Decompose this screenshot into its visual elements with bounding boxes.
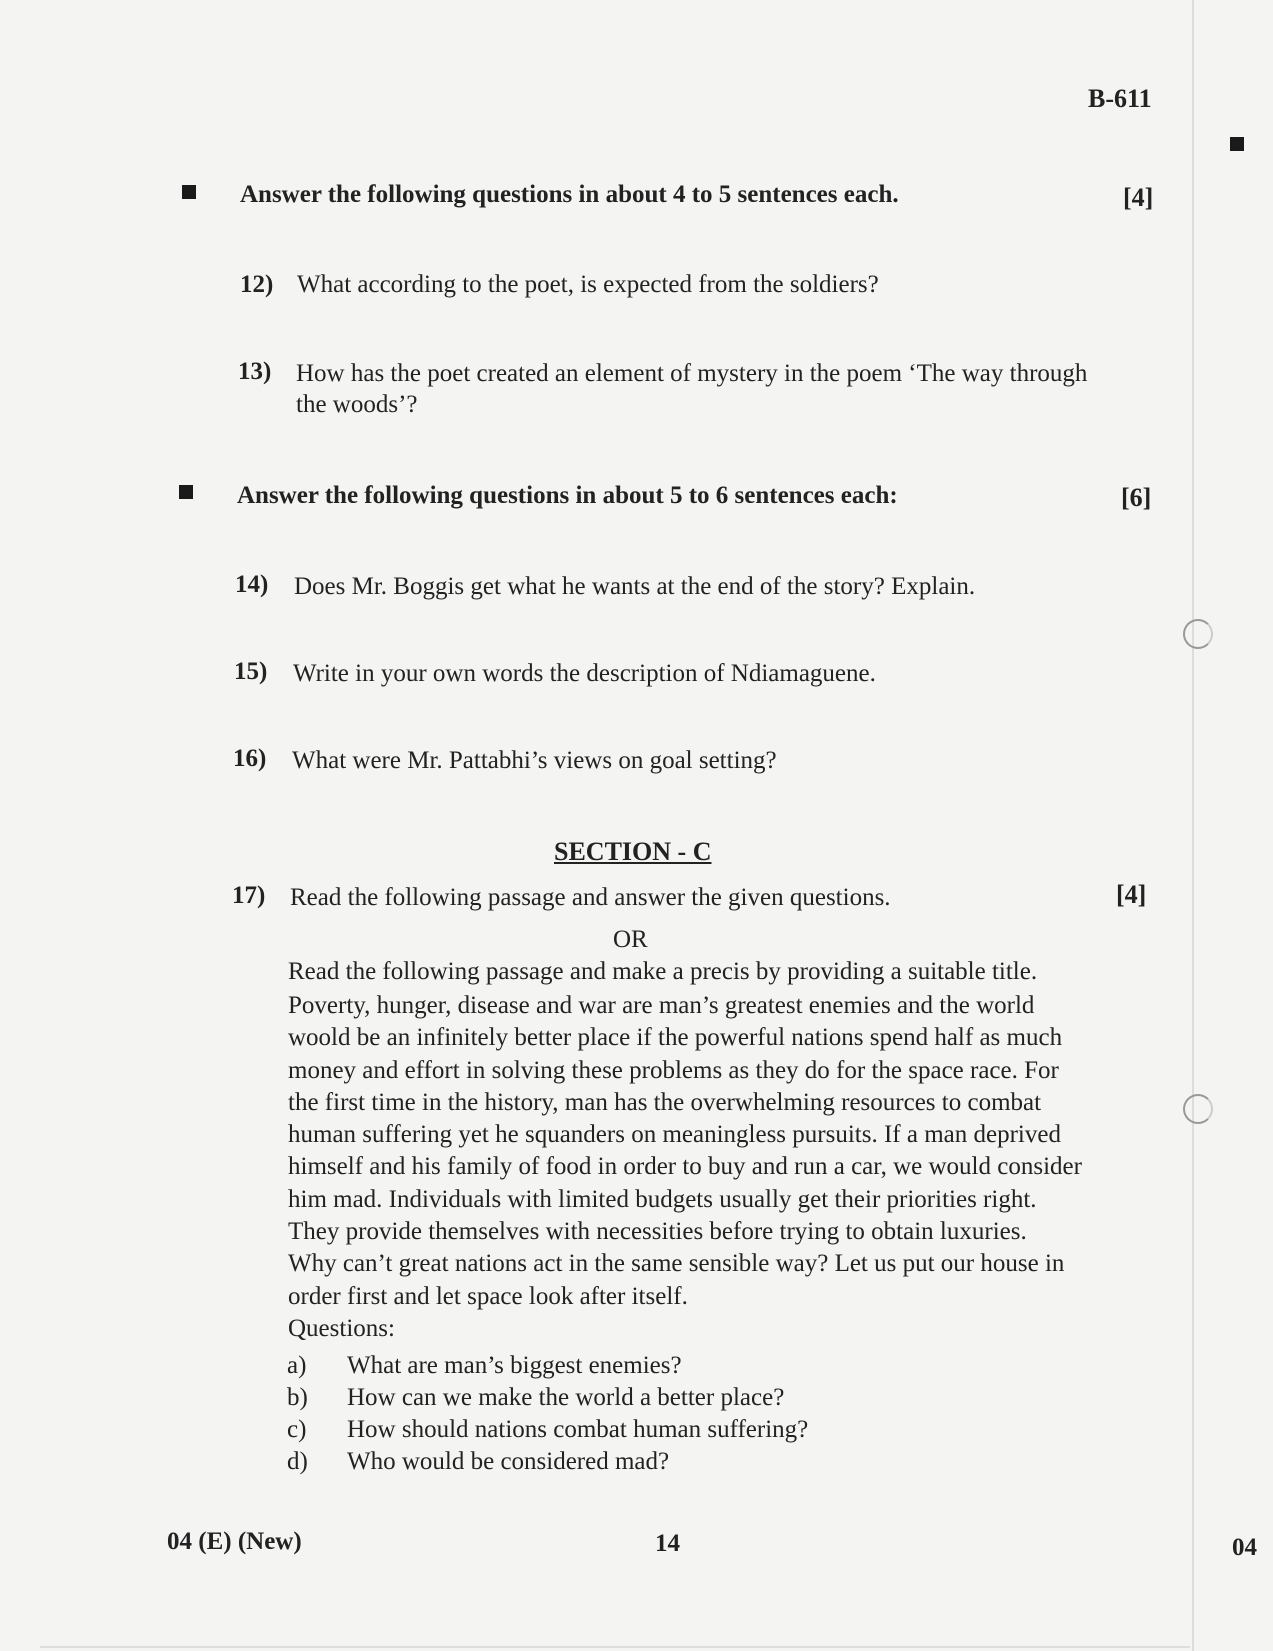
subquestion-text: How should nations combat human suffering? (347, 1416, 809, 1443)
passage-line: himself and his family of food in order to buy and run a car, we would consider (288, 1153, 1082, 1181)
paper-code: B-611 (1088, 84, 1152, 113)
footer-paper-id: 04 (E) (New) (167, 1528, 302, 1555)
page-number: 14 (655, 1530, 680, 1557)
passage-line: the first time in the history, man has the overwhelming resources to combat (288, 1088, 1042, 1116)
passage-line: They provide themselves with necessities before trying to obtain luxuries. (288, 1218, 1027, 1246)
passage-line: woold be an infinitely better place if the powerful nations spend half as much (288, 1024, 1063, 1052)
question-text: Does Mr. Boggis get what he wants at the end of the story? Explain. (294, 573, 976, 600)
question-text: What according to the poet, is expected from the soldiers? (297, 271, 879, 298)
question-number: 13) (238, 358, 272, 385)
q17-marks: [4] (1116, 880, 1147, 909)
precis-instruction: Read the following passage and make a precis by providing a suitable title. (288, 958, 1038, 985)
question-number: 15) (234, 658, 268, 685)
subquestion-label: d) (287, 1448, 308, 1475)
block2-heading: Answer the following questions in about 5 to 6 sentences each: (237, 482, 898, 509)
subquestion-label: b) (287, 1384, 308, 1411)
passage-line: him mad. Individuals with limited budgets usually get their priorities right. (288, 1185, 1037, 1213)
passage-line: Poverty, hunger, disease and war are man’s greatest enemies and the world (288, 992, 1035, 1019)
passage-line: order first and let space look after itself. (288, 1282, 688, 1310)
question-number: 14) (235, 571, 269, 598)
section-title: SECTION - C (554, 837, 712, 866)
footer-right-code: 04 (1232, 1534, 1257, 1561)
question-number: 16) (233, 745, 267, 772)
registration-mark-square (1230, 137, 1244, 151)
question-text-line1: How has the poet created an element of mystery in the poem ‘The way through (296, 360, 1088, 387)
passage-line: money and effort in solving these problems as they do for the space race. For (288, 1056, 1059, 1084)
question-number: 12) (240, 271, 274, 298)
passage-line: human suffering yet he squanders on meaningless pursuits. If a man deprived (288, 1121, 1061, 1149)
block1-marks: [4] (1123, 183, 1154, 212)
question-number: 17) (232, 882, 266, 909)
question-text: Read the following passage and answer the given questions. (290, 884, 891, 911)
block1-heading: Answer the following questions in about 4 to 5 sentences each. (240, 181, 899, 208)
subquestion-label: a) (287, 1352, 307, 1379)
subquestion-text: What are man’s biggest enemies? (347, 1352, 682, 1379)
subquestion-text: How can we make the world a better place? (347, 1384, 785, 1411)
bullet-square (179, 485, 193, 499)
binder-hole (1183, 1094, 1213, 1124)
block2-marks: [6] (1121, 483, 1152, 512)
question-text: Write in your own words the description of Ndiamaguene. (293, 660, 876, 687)
passage (288, 990, 1104, 1345)
questions-label: Questions: (288, 1314, 395, 1342)
passage-line: Why can’t great nations act in the same sensible way? Let us put our house in (288, 1250, 1065, 1278)
page-edge-line (1192, 0, 1194, 1651)
or-separator: OR (613, 926, 648, 953)
bullet-square (182, 185, 196, 199)
question-text: What were Mr. Pattabhi’s views on goal setting? (292, 747, 777, 774)
question-text-line2: the woods’? (296, 391, 418, 418)
page-bottom-line (40, 1646, 1190, 1648)
subquestion-text: Who would be considered mad? (347, 1448, 670, 1475)
binder-hole (1183, 619, 1213, 649)
subquestion-label: c) (287, 1416, 307, 1443)
